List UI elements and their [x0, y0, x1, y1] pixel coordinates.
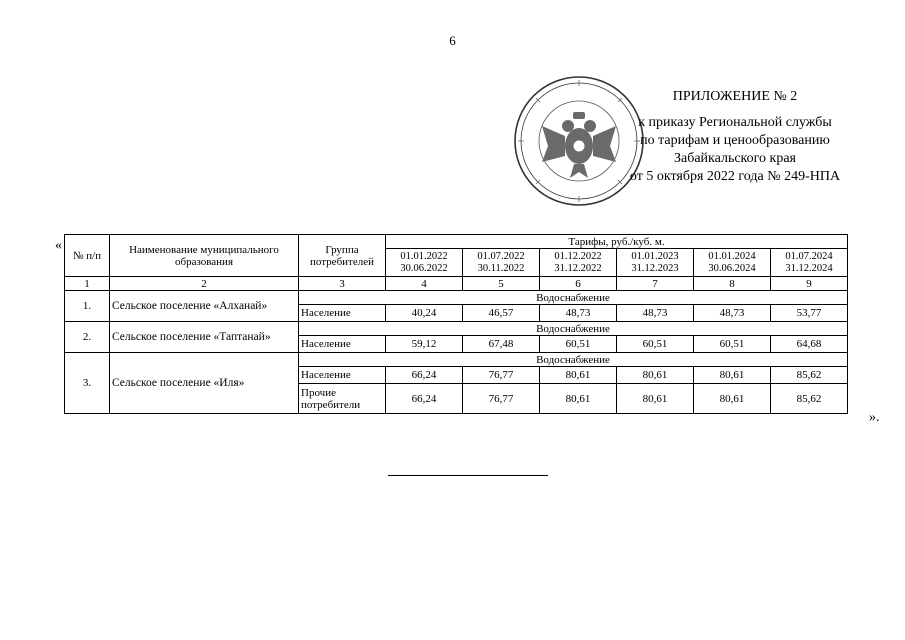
column-number: 1: [65, 277, 110, 291]
header-period: 01.01.2022 30.06.2022: [386, 249, 463, 277]
column-number: 2: [110, 277, 299, 291]
header-period: 01.07.2022 30.11.2022: [463, 249, 540, 277]
tariff-value: 64,68: [771, 336, 848, 353]
tariff-value: 80,61: [540, 367, 617, 384]
header-period: 01.12.2022 31.12.2022: [540, 249, 617, 277]
tariff-value: 48,73: [694, 305, 771, 322]
table-row: [65, 322, 848, 336]
header-group: Группа потребителей: [299, 235, 386, 277]
column-number: 5: [463, 277, 540, 291]
municipality-name: Сельское поселение «Алханай»: [110, 291, 299, 322]
column-number-row: [65, 277, 848, 291]
column-number: 7: [617, 277, 694, 291]
header-municipality: Наименование муниципального образования: [110, 235, 299, 277]
tariff-value: 60,51: [617, 336, 694, 353]
consumer-group: Прочие потребители: [299, 384, 386, 414]
column-number: 3: [299, 277, 386, 291]
header-tariffs: Тарифы, руб./куб. м.: [386, 235, 848, 249]
header-period: 01.01.2024 30.06.2024: [694, 249, 771, 277]
appendix-line: по тарифам и ценообразованию: [640, 133, 830, 148]
tariff-value: 76,77: [463, 384, 540, 414]
tariff-value: 66,24: [386, 367, 463, 384]
table-row: [65, 353, 848, 367]
municipality-name: Сельское поселение «Таптанай»: [110, 322, 299, 353]
row-number: 3.: [65, 353, 110, 414]
column-number: 4: [386, 277, 463, 291]
column-number: 8: [694, 277, 771, 291]
tariff-value: 60,51: [694, 336, 771, 353]
appendix-line: Забайкальского края: [673, 151, 796, 166]
header-period: 01.01.2023 31.12.2023: [617, 249, 694, 277]
tariff-value: 80,61: [617, 367, 694, 384]
row-number: 2.: [65, 322, 110, 353]
closing-quote: ».: [869, 410, 880, 425]
tariff-value: 80,61: [694, 367, 771, 384]
column-number: 6: [540, 277, 617, 291]
municipality-name: Сельское поселение «Иля»: [110, 353, 299, 414]
tariff-table: [64, 234, 848, 414]
appendix-line: от 5 октября 2022 года № 249-НПА: [629, 169, 841, 184]
tariff-value: 59,12: [386, 336, 463, 353]
tariff-value: 80,61: [540, 384, 617, 414]
consumer-group: Население: [299, 336, 386, 353]
tariff-value: 66,24: [386, 384, 463, 414]
page-number: 6: [449, 33, 456, 48]
header-period: 01.07.2024 31.12.2024: [771, 249, 848, 277]
column-number: 9: [771, 277, 848, 291]
tariff-value: 76,77: [463, 367, 540, 384]
tariff-value: 53,77: [771, 305, 848, 322]
service-label: Водоснабжение: [299, 291, 848, 305]
consumer-group: Население: [299, 367, 386, 384]
table-row: [65, 291, 848, 305]
service-label: Водоснабжение: [299, 353, 848, 367]
appendix-line: к приказу Региональной службы: [638, 115, 832, 130]
tariff-value: 60,51: [540, 336, 617, 353]
tariff-value: 85,62: [771, 367, 848, 384]
tariff-value: 80,61: [617, 384, 694, 414]
opening-quote: «: [55, 238, 62, 253]
row-number: 1.: [65, 291, 110, 322]
tariff-value: 85,62: [771, 384, 848, 414]
tariff-value: 48,73: [617, 305, 694, 322]
appendix-header: [600, 88, 870, 186]
tariff-value: 67,48: [463, 336, 540, 353]
tariff-value: 80,61: [694, 384, 771, 414]
tariff-value: 40,24: [386, 305, 463, 322]
tariff-value: 46,57: [463, 305, 540, 322]
appendix-title: ПРИЛОЖЕНИЕ № 2: [672, 89, 798, 104]
service-label: Водоснабжение: [299, 322, 848, 336]
header-num: № п/п: [65, 235, 110, 277]
tariff-value: 48,73: [540, 305, 617, 322]
consumer-group: Население: [299, 305, 386, 322]
divider-line: [388, 475, 548, 476]
